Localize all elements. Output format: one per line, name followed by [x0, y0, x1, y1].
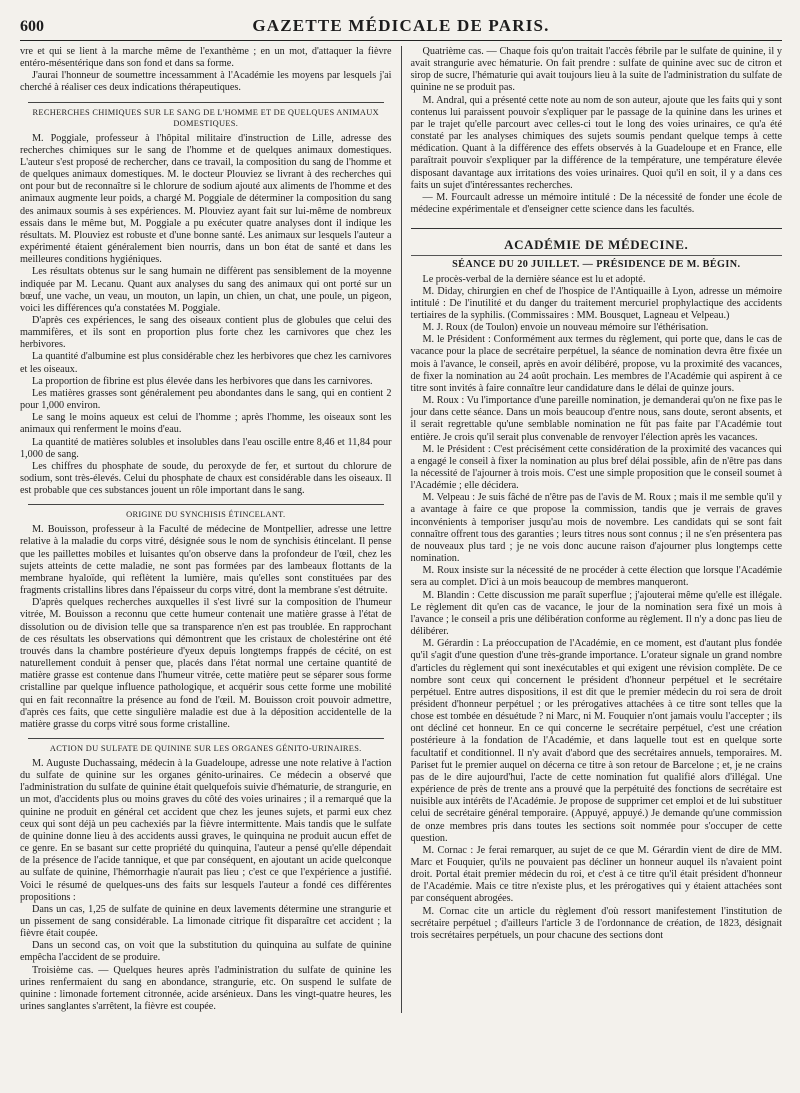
paragraph: J'aurai l'honneur de soumettre incessamment à l'Académie les moyens par lesquels j'ai cherché à réaliser ces deux indications thérapeutiques. [20, 70, 392, 94]
paragraph: M. Poggiale, professeur à l'hôpital militaire d'instruction de Lille, adresse des recherches chimiques sur le sang de l'homme et de quelques animaux domestiques. L'auteur s'est proposé de rechercher, dans ce travail, la composition du sang de l'homme et de quelques animaux domestiques. M. le docteur Plouviez se livrant à des recherches qui ont pour but de reconnaître si le chlorure de sodium ajouté aux aliments de l'homme et des animaux augmente leur poids, a chargé M. Poggiale de déterminer la composition du sang des animaux soumis à ses expériences. M. Plouviez ayant fait sur lui-même de nombreux essais dans le même but, M. Poggiale a pu exécuter quatre analyses dont il indique les résultats. M. Plouviez est robuste et d'une bonne santé. Les animaux sur lesquels l'auteur a expérimenté étaient généralement bien nourris, dans un bon état de santé et dans les meilleures conditions hygiéniques. [20, 132, 392, 266]
page-number: 600 [20, 18, 44, 35]
section-title-synchisis: ORIGINE DU SYNCHISIS ÉTINCELANT. [28, 504, 384, 520]
section-title-quinine: ACTION DU SULFATE DE QUININE SUR LES ORGANES GÉNITO-URINAIRES. [28, 738, 384, 754]
right-column [401, 46, 783, 1013]
paragraph: D'après ces expériences, le sang des oiseaux contient plus de globules que celui des mammifères, et ils sont en proportion plus forte chez les carnivores que chez les herbivores. [20, 314, 392, 351]
paragraph: M. Cornac : Je ferai remarquer, au sujet de ce que M. Gérardin vient de dire de MM. Marc et Fouquier, qu'ils ne pouvaient pas décliner un honneur auquel ils n'avaient point droit. Portal était premier médecin du roi, et c'est à ce titre qu'il était président d'honneur de l'Académie. Mais ce titre n'existe plus, et les prérogatives qui y étaient attachées sont par conséquent abrogées. [410, 844, 782, 905]
paragraph: Dans un second cas, on voit que la substitution du quinquina au sulfate de quinine empêcha l'accident de se produire. [20, 940, 392, 964]
paragraph: M. Gérardin : La préoccupation de l'Académie, en ce moment, est d'autant plus fondée qu'il s'agit d'une question d'une très-grande importance. L'orateur signale un grand nombre d'articles du règlement qui sont inexécutables et qui exigent une révision complète. De ce nombre sont ceux qui concernent le président d'honneur perpétuel et le secrétaire perpétuel. Entre autres dispositions, il est dit que le premier médecin du roi sera de droit président d'honneur perpétuel ; or les prérogatives attachées à ce titre sont telles que la chose est tombée en désuétude ? ni Marc, ni M. Fouquier n'ont jamais voulu l'accepter ; ils ont décliné cet honneur. En ce qui concerne le secrétaire perpétuel, c'est une création postérieure à la fondation de l'Académie, et dans laquelle tout est en quelque sorte facultatif et conditionnel. Il n'y avait d'abord que des secrétaires annuels, temporaires. M. Pariset fut le premier auquel on décerna ce titre à son retour de Barcelone ; et, je ne crains pas de le dire aujourd'hui, l'acte de cette nomination fut qualifié alors d'illégal. Une expérience de près de trente ans a prouvé que la perpétuité des fonctions de secrétaire est nuisible aux intérêts de l'Académie. Je propose de supprimer cet emploi et de lui substituer celui de secrétaire général temporaire. (Appuyé, appuyé.) Je demande qu'une commission de onze membres pris dans toutes les sections soit nommée pour s'occuper de cette question. [410, 638, 782, 844]
paragraph: Dans un cas, 1,25 de sulfate de quinine en deux lavements détermine une strangurie et un pissement de sang considérable. La limonade citrique fit disparaître cet accident ; la fièvre était coupée. [20, 903, 392, 940]
columns [20, 46, 782, 1013]
paragraph: M. le Président : Conformément aux termes du règlement, qui porte que, dans le cas de vacance pour la place de secrétaire perpétuel, la séance de nomination devra être fixée un mois à l'avance, le conseil, après en avoir délibéré, propose, vu la proximité des vacances, de fixer la nomination au 24 août prochain. Les membres de l'Académie qui aspirent à ce titre sont invités à faire connaître leur candidature dans le délai de quinze jours. [410, 334, 782, 394]
paragraph: M. Andral, qui a présenté cette note au nom de son auteur, ajoute que les faits qui y sont contenus lui paraissent pouvoir s'expliquer par le passage de la quinine dans les urines et par le trajet qu'elle parcourt avec celles-ci tout le long des voies urinaires, ce qu'a été constaté par les analyses chimiques des sujets soumis pendant quelque temps à cette médication. Quant à la différence des effets observés à la Guadeloupe et en France, elle paraîtrait pouvoir s'expliquer par la différence de la température, une température élevée disposant davantage aux irritations des voies urinaires. Quoi qu'il en soit, il y a dans ces faits un sujet d'intéressantes recherches. [410, 94, 782, 191]
paragraph: M. Roux : Vu l'importance d'une pareille nomination, je demanderai qu'on ne fixe pas le jour dans cette séance. Dans un mois beaucoup d'entre nous, sans doute, seront absents, et il serait regrettable qu'une semblable nomination ne fût pas faite par l'Académie tout entière. Je crois qu'il serait plus convenable de renvoyer l'élection après les vacances. [410, 395, 782, 443]
paragraph: Les matières grasses sont généralement peu abondantes dans le sang, qui en contient 2 pour 1,000 environ. [20, 387, 392, 412]
gazette-title: GAZETTE MÉDICALE DE PARIS. [252, 16, 550, 35]
paragraph: La quantité de matières solubles et insolubles dans l'eau oscille entre 8,46 et 11,84 pour 1,000 de sang. [20, 436, 392, 460]
paragraph: Troisième cas. — Quelques heures après l'administration du sulfate de quinine les urines renfermaient du sang en abondance, strangurie, etc. On suspend le sulfate de quinine : limonade fortement citronnée, acide arsénieux. Dans les vingt-quatre heures, les urines sanglantes s'arrêtent, la fièvre est coupée. [20, 964, 392, 1013]
paragraph: M. Blandin : Cette discussion me paraît superflue ; j'ajouterai même qu'elle est illégale. Le règlement dit qu'en cas de vacance, le jour de la nomination sera fixé un mois à l'avance ; le conseil a pris une délibération conforme au règlement. Il n'y a donc pas lieu de délibérer. [410, 589, 782, 638]
paragraph: Le sang le moins aqueux est celui de l'homme ; après l'homme, les oiseaux sont les animaux qui renferment le moins d'eau. [20, 412, 392, 436]
paragraph: M. Cornac cite un article du règlement d'où ressort manifestement l'institution de secrétaire perpétuel ; d'ailleurs l'article 3 de l'ordonnance de création, de 1823, désignait trois secrétaires perpétuels, un pour chacune des sections dont [410, 905, 782, 941]
paragraph: M. Diday, chirurgien en chef de l'hospice de l'Antiquaille à Lyon, adresse un mémoire intitulé : De l'inutilité et du danger du traitement mercuriel prophylactique des accidents tertiaires de la syphilis. (Commissaires : MM. Bousquet, Lagneau et Velpeau.) [410, 285, 782, 321]
paragraph: Les résultats obtenus sur le sang humain ne diffèrent pas sensiblement de la moyenne indiquée par M. Lecanu. Quant aux analyses du sang des animaux qui ont porté sur un bœuf, une vache, un veau, un mouton, un lapin, un chien, un chat, une poule, un pigeon, voici les différences qu'a constatées M. Poggiale. [20, 266, 392, 314]
paragraph: Quatrième cas. — Chaque fois qu'on traitait l'accès fébrile par le sulfate de quinine, il y avait strangurie avec hématurie. On fait prendre : sulfate de quinine avec suc de citron et sirop de sucre, l'hématurie qui avait toujours lieu à la suite de l'administration du sulfate de quinine ne se produit pas. [410, 46, 782, 94]
paragraph: M. Roux insiste sur la nécessité de ne procéder à cette élection que lorsque l'Académie sera au complet. D'ici à un mois beaucoup de membres manqueront. [410, 565, 782, 589]
academy-heading: ACADÉMIE DE MÉDECINE. [411, 228, 783, 251]
section-title-blood: RECHERCHES CHIMIQUES SUR LE SANG DE L'HOMME ET DE QUELQUES ANIMAUX DOMESTIQUES. [28, 102, 384, 129]
paragraph: M. Velpeau : Je suis fâché de n'être pas de l'avis de M. Roux ; mais il me semble qu'il y a avantage à faire ce que propose la commission, tandis que je verrais de graves inconvénients à temporiser jusqu'au mois de novembre. Les candidats qui se sont fait connaître offrent tous des garanties ; leurs titres nous sont connus ; il ne s'en présentera pas de nouveaux plus tard ; je ne vois donc aucune raison d'ajourner plus longtemps cette nomination. [410, 492, 782, 565]
paragraph: La quantité d'albumine est plus considérable chez les herbivores que chez les carnivores et les oiseaux. [20, 351, 392, 375]
paragraph: La proportion de fibrine est plus élevée dans les herbivores que dans les carnivores. [32, 375, 373, 387]
paragraph: M. Auguste Duchassaing, médecin à la Guadeloupe, adresse une note relative à l'action du sulfate de quinine sur les organes génito-urinaires. Ce médecin a observé que l'administration du sulfate de quinine était quelquefois suivie d'hématurie, de strangurie, en un mot, d'accidents plus ou moins graves du côté des voies urinaires ; il a remarqué que la quinine ne produit en général cet accident que chez les jeunes sujets, et parmi eux chez ceux qui sont déjà un peu cachexiés par la fièvre intermittente. Mais tandis que le sulfate de quinine donne lieu à des accidents aussi graves, le quinquina ne produit aucun effet de ce genre. En se basant sur cette propriété du quinquina, l'auteur a pensé qu'elle dépendait de la présence de l'acide tannique, et que par conséquent, en ajoutant un acide quelconque au sulfate de quinine, l'hémorrhagie n'aurait pas lieu ; c'est ce que l'expérience a justifié. Voici le résumé de quelques-uns des faits sur lesquels l'auteur a fondé ces différentes propositions : [20, 757, 392, 903]
paragraph: vre et qui se lient à la marche même de l'exanthème ; en un mot, d'attaquer la fièvre entéro-mésentérique dans son fond et dans sa forme. [20, 46, 392, 70]
page-header [20, 16, 782, 41]
left-column [20, 46, 401, 1013]
paragraph: M. Bouisson, professeur à la Faculté de médecine de Montpellier, adresse une lettre relative à la maladie du corps vitré, désignée sous le nom de synchisis étincelant. Il pense que les paillettes mobiles et luisantes qu'on observe dans la profondeur de l'œil, chez les sujets atteints de cette maladie, ne sont pas formées par des lambeaux flottants de la membrane hyaloïde, qui reflètent la lumière, mais qu'elles sont constituées par des fragments cristallins libres dans l'épaisseur du corps vitré, dont la membrane s'est détruite. [20, 524, 392, 597]
paragraph: Le procès-verbal de la dernière séance est lu et adopté. [422, 273, 646, 285]
paragraph: — M. Fourcault adresse un mémoire intitulé : De la nécessité de fonder une école de médecine expérimentale et d'enseigner cette science dans les facultés. [410, 191, 782, 216]
paragraph: M. J. Roux (de Toulon) envoie un nouveau mémoire sur l'éthérisation. [422, 322, 709, 334]
paragraph: D'après quelques recherches auxquelles il s'est livré sur la composition de l'humeur vitrée, M. Bouisson a reconnu que cette humeur contenait une matière grasse à l'état de dissolution ou de division telle que sa transparence n'en est pas troublée. En rapprochant de ces résultats les observations qui démontrent que les cristaux de cholestérine ont été trouvés dans la chambre postérieure d'yeux depuis longtemps frappés de cécité, on est naturellement conduit à penser que, placés dans l'état normal une certaine quantité de matière grasse est contenue dans l'humeur vitrée, cette matière peut se séparer sous forme cristalline par quelque influence pathologique, et acquérir sous cette forme une mobilité qui en fait reconnaître la présence au fond de l'œil. M. Bouisson croit pouvoir admettre, d'après ces faits, que cette singulière maladie est due à la déposition accidentelle de la matière grasse du corps vitré sous forme cristalline. [20, 597, 392, 730]
seance-heading: SÉANCE DU 20 JUILLET. — PRÉSIDENCE DE M. BÉGIN. [411, 255, 783, 271]
paragraph: M. le Président : C'est précisément cette considération de la proximité des vacances qui a engagé le conseil à fixer la nomination au plus bref délai possible, afin de n'être pas dans la nécessité de l'ajourner à trois mois. C'est une simple proposition que le conseil soumet à l'Académie ; elle décidera. [410, 443, 782, 492]
paragraph: Les chiffres du phosphate de soude, du peroxyde de fer, et surtout du chlorure de sodium, sont très-élevés. Celui du phosphate de chaux est considérable dans les oiseaux. Il est probable que ces substances jouent un rôle important dans le sang. [20, 460, 392, 497]
